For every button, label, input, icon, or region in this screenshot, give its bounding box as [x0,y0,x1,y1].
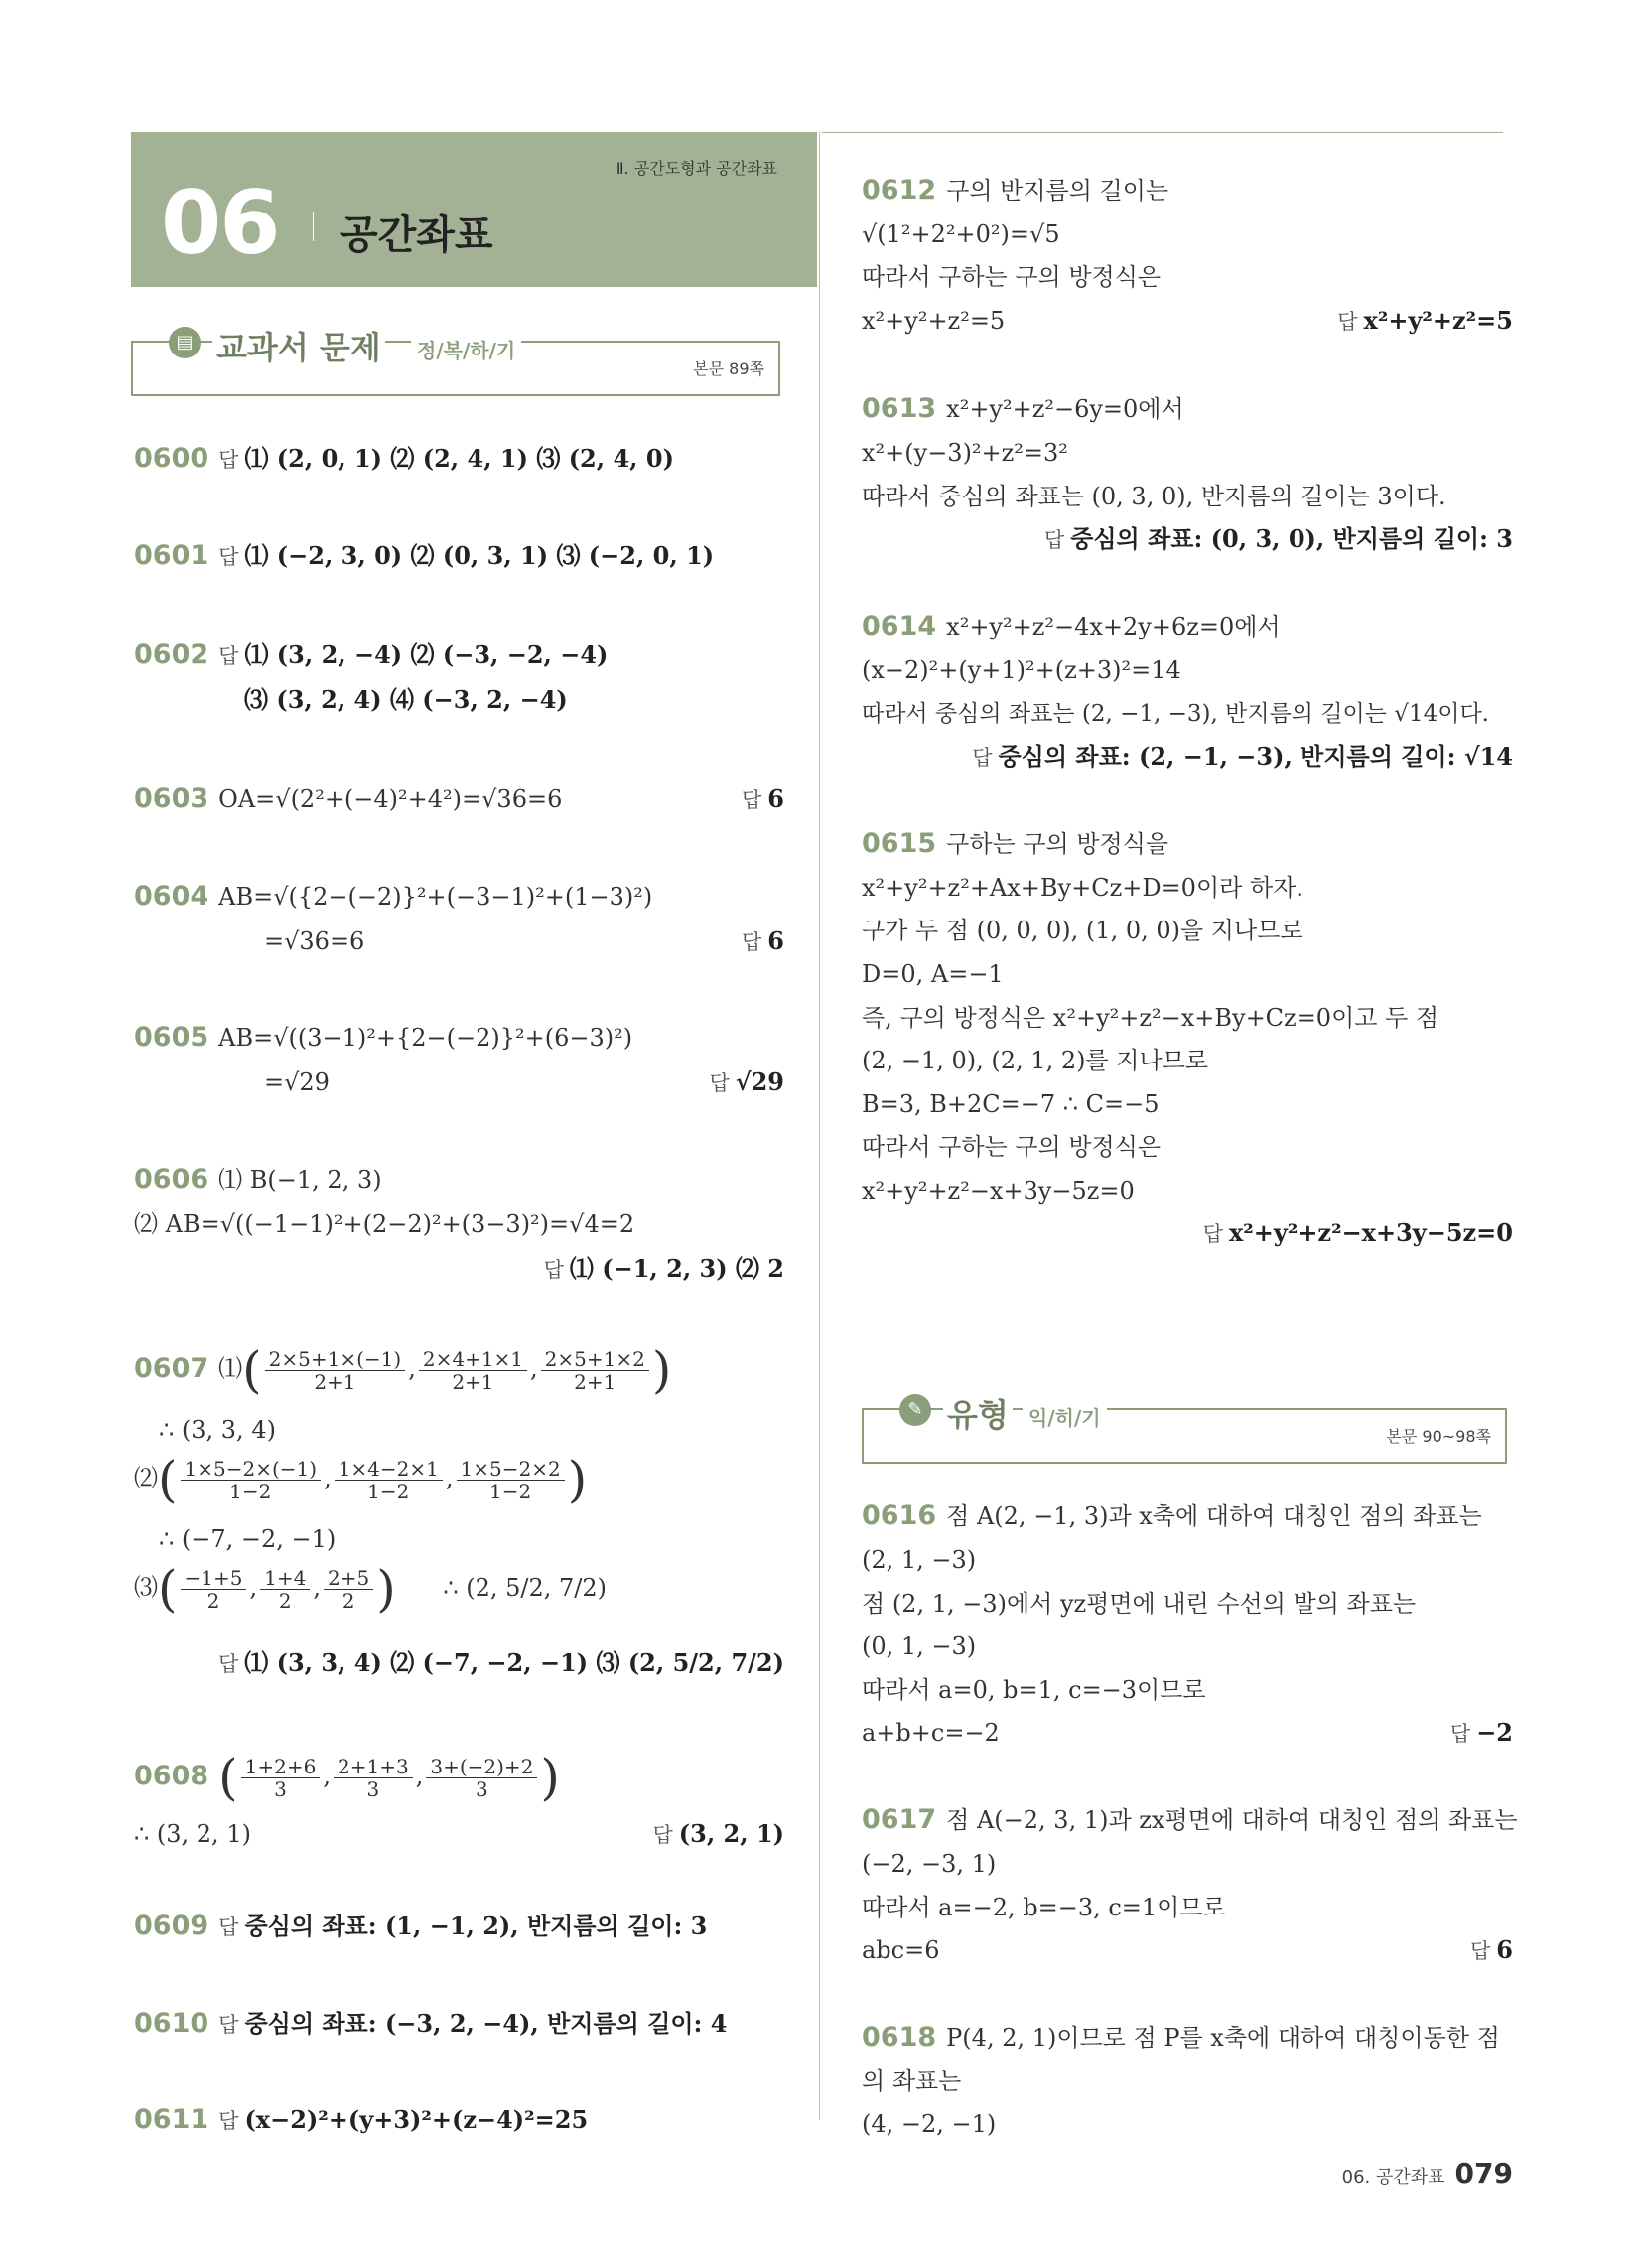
answer-mark: 답 [1337,310,1358,334]
answer-mark: 답 [1202,1222,1223,1246]
top-rule [822,132,1503,133]
problem-0607-part2: ⑵( $\frac{1\times 5-2\times(-1)}{1-2}$ , $\frac{1\times 4-2\times 1}{1-2}$ , $\frac{1\times 5-2\times 2}{1-2}$ ) [134,1451,588,1508]
chapter-number: 06 [161,172,279,274]
line: 따라서 구하는 구의 방정식은 [862,263,1162,291]
answer-0615 [1203,1218,1513,1249]
problem-number: 0615 [862,828,937,859]
denominator: 1−2 [367,1479,410,1503]
numerator: 1×5−2×(−1) [181,1458,322,1481]
answer-0607 [218,1648,784,1679]
line: (−2, −3, 1) [862,1850,997,1878]
answer-text: (x−2)²+(y+3)²+(z−4)²=25 [244,2105,589,2134]
denominator: 2+1 [574,1369,616,1394]
answer-text: 6 [1496,1935,1513,1964]
paren-open: ( [158,1560,178,1618]
numerator: 1+2+6 [241,1756,321,1778]
line: 따라서 a=0, b=1, c=−3이므로 [862,1676,1206,1704]
answer-mark: 답 [742,788,762,812]
answer-mark: 답 [218,448,239,472]
page-footer [1342,2157,1513,2190]
solution-text: x²+y²+z²−4x+2y+6z=0에서 [946,613,1281,640]
line: (2, −1, 0), (2, 1, 2)를 지나므로 [862,1047,1209,1074]
fraction [334,1756,413,1800]
fraction [426,1756,537,1800]
chapter-banner [131,132,817,287]
problem-0610 [134,2009,727,2040]
result-text: ∴ (2, 5/2, 7/2) [443,1573,608,1602]
answer-0605 [710,1067,784,1098]
problem-number: 0610 [134,2008,209,2039]
line: 따라서 중심의 좌표는 (2, −1, −3), 반지름의 길이는 √14이다. [862,701,1489,727]
problem-number: 0616 [862,1500,937,1531]
answer-0617 [1470,1935,1513,1966]
problem-number: 0614 [862,611,937,641]
fraction [241,1756,321,1800]
paren-close: ) [651,1342,672,1399]
numerator: 2+1+3 [334,1756,413,1778]
answer-mark: 답 [217,1652,239,1676]
column-divider [819,132,820,2120]
denominator: 2 [278,1588,292,1613]
solution-text: ⑴ B(−1, 2, 3) [218,1166,382,1194]
line: 따라서 구하는 구의 방정식은 [862,1133,1162,1161]
answer-mark: 답 [972,746,993,770]
problem-0604 [134,882,652,912]
problem-0611 [134,2105,588,2136]
item-mark: ⑴ [218,1354,243,1383]
answer-mark: 답 [218,2013,239,2037]
answer-0613 [1044,524,1513,555]
problem-number: 0608 [134,1760,209,1791]
denominator: 3 [476,1776,488,1801]
problem-0607-result2: ∴ (−7, −2, −1) [159,1525,337,1553]
answer-mark: 답 [543,1258,564,1282]
problem-0600 [134,444,674,475]
denominator: 3 [274,1776,287,1801]
denominator: 2+1 [314,1369,356,1394]
problem-0604-line2: =√36=6 [264,927,365,955]
problem-0608-result: ∴ (3, 2, 1) [134,1820,251,1848]
answer-text: ⑴ (3, 3, 4) ⑵ (−7, −2, −1) ⑶ (2, 5/2, 7/2) [244,1648,784,1677]
problem-0606-line2: ⑵ AB=√((−1−1)²+(2−2)²+(3−3)²)=√4=2 [134,1210,635,1238]
section-title: 교과서 문제 [212,323,385,368]
book-icon: ▤ [169,327,201,358]
problem-number: 0611 [134,2104,209,2135]
problem-number: 0607 [134,1352,209,1384]
problem-0617 [862,1805,1518,1835]
answer-text: 중심의 좌표: (1, −1, 2), 반지름의 길이: 3 [244,1912,708,1940]
item-mark: ⑶ [134,1573,158,1602]
problem-0618 [862,2023,1500,2053]
fraction [181,1458,322,1502]
answer-text: (3, 2, 1) [678,1819,784,1848]
answer-0616 [1450,1718,1513,1749]
answer-0604 [742,926,784,957]
solution-text: 구하는 구의 방정식을 [946,830,1169,858]
line: 의 좌표는 [862,2067,962,2095]
line: x²+(y−3)²+z²=3² [862,439,1068,467]
paren-open: ( [242,1342,262,1399]
numerator: 3+(−2)+2 [426,1756,537,1778]
pencil-note-icon: ✎ [899,1394,931,1426]
problem-0607-result1: ∴ (3, 3, 4) [159,1416,276,1444]
section-page-ref: 본문 90~98쪽 [1386,1427,1491,1446]
solution-text: 점 A(2, −1, 3)과 x축에 대하여 대칭인 점의 좌표는 [946,1502,1482,1530]
problem-0602 [134,640,608,671]
problem-number: 0618 [862,2022,937,2053]
problem-number: 0603 [134,783,209,814]
problem-number: 0602 [134,639,209,670]
section-header-textbook [131,329,780,396]
denominator: 1−2 [229,1479,272,1503]
numerator: 1×4−2×1 [335,1458,443,1481]
problem-0608: 0608 ( $\frac{1+2+6}{3}$ , $\frac{2+1+3}{3}$ , $\frac{3+(-2)+2}{3}$ ) [134,1749,560,1806]
problem-number: 0609 [134,1911,209,1941]
answer-mark: 답 [218,1915,239,1939]
fraction [181,1567,247,1612]
answer-mark: 답 [1470,1939,1491,1963]
line: abc=6 [862,1936,940,1964]
page-number: 079 [1454,2157,1513,2190]
section-subtitle: 정/복/하/기 [411,335,521,363]
fraction [260,1567,310,1612]
answer-text: 6 [767,784,784,813]
numerator: 2×4+1×1 [419,1348,527,1371]
denominator: 1−2 [488,1479,532,1503]
line: x²+y²+z²=5 [862,307,1006,335]
chapter-title: 공간좌표 [340,213,493,258]
denominator: 3 [366,1776,380,1801]
line: 점 (2, 1, −3)에서 yz평면에 내린 수선의 발의 좌표는 [862,1590,1417,1618]
answer-text: ⑴ (3, 2, −4) ⑵ (−3, −2, −4) [244,640,609,669]
line: x²+y²+z²+Ax+By+Cz+D=0이라 하자. [862,874,1303,902]
chapter-separator [313,212,314,241]
problem-0612 [862,176,1168,206]
problem-0607: 0607 ⑴( $\frac{2\times 5+1\times(-1)}{2+1}$ , $\frac{2\times 4+1\times 1}{2+1}$ , $\frac{2\times 5+1\times 2}{2+1}$ ) [134,1342,672,1399]
line: √(1²+2²+0²)=√5 [862,220,1060,248]
line: (x−2)²+(y+1)²+(z+3)²=14 [862,656,1181,684]
line: x²+y²+z²−x+3y−5z=0 [862,1177,1135,1205]
item-mark: ⑵ [134,1464,158,1492]
solution-text: x²+y²+z²−6y=0에서 [946,395,1184,423]
answer-text: ⑴ (2, 0, 1) ⑵ (2, 4, 1) ⑶ (2, 4, 0) [244,444,674,473]
answer-text: ⑴ (−1, 2, 3) ⑵ 2 [569,1254,784,1283]
problem-0601 [134,541,714,572]
answer-text: √29 [735,1067,784,1096]
denominator: 2 [342,1588,355,1613]
numerator: 1+4 [260,1567,310,1590]
answer-mark: 답 [1449,1722,1471,1746]
answer-text: −2 [1476,1718,1513,1747]
answer-text: x²+y²+z²−x+3y−5z=0 [1228,1218,1513,1247]
problem-0603 [134,784,562,814]
solution-text: AB=√({2−(−2)}²+(−3−1)²+(1−3)²) [218,883,653,911]
answer-0606 [544,1254,784,1285]
solution-text: P(4, 2, 1)이므로 점 P를 x축에 대하여 대칭이동한 점 [946,2024,1500,2052]
numerator: −1+5 [181,1567,247,1590]
denominator: 2 [206,1588,220,1613]
problem-0607-part3: ⑶( $\frac{-1+5}{2}$ , $\frac{1+4}{2}$ , $\frac{2+5}{2}$ ) ∴ (2, 5/2, 7/2) [134,1560,608,1618]
problem-number: 0613 [862,393,937,424]
problem-number: 0612 [862,175,937,206]
section-header-types [862,1396,1507,1464]
paren-close: ) [376,1560,396,1618]
answer-text: x²+y²+z²=5 [1363,306,1513,335]
denominator: 2+1 [452,1369,494,1394]
problem-0605-line2: =√29 [264,1068,330,1096]
answer-mark: 답 [652,1823,673,1847]
fraction [335,1458,443,1502]
solution-text: 구의 반지름의 길이는 [946,177,1169,205]
answer-0612 [1337,306,1513,337]
answer-mark: 답 [1043,528,1065,552]
line: B=3, B+2C=−7 ∴ C=−5 [862,1090,1160,1118]
solution-text: OA=√(2²+(−4)²+4²)=√36=6 [218,785,563,813]
answer-mark: 답 [218,644,239,668]
paren-open: ( [158,1451,178,1508]
answer-text: ⑴ (−2, 3, 0) ⑵ (0, 3, 1) ⑶ (−2, 0, 1) [244,541,715,570]
problem-0615 [862,829,1168,859]
solution-text: 점 A(−2, 3, 1)과 zx평면에 대하여 대칭인 점의 좌표는 [946,1806,1518,1834]
numerator: 2×5+1×(−1) [265,1348,406,1371]
problem-0613 [862,394,1184,424]
problem-0606 [134,1165,382,1195]
answer-text: 중심의 좌표: (0, 3, 0), 반지름의 길이: 3 [1070,524,1513,553]
answer-0614 [972,742,1513,773]
solution-text: AB=√((3−1)²+{2−(−2)}²+(6−3)²) [218,1024,633,1052]
problem-number: 0600 [134,443,209,474]
paren-open: ( [218,1749,238,1806]
problem-number: 0605 [134,1022,209,1053]
paren-close: ) [567,1451,588,1508]
section-page-ref: 본문 89쪽 [693,359,764,378]
numerator: 2+5 [324,1567,373,1590]
problem-0614 [862,612,1281,641]
fraction [541,1348,649,1393]
answer-mark: 답 [742,930,762,954]
line: 구가 두 점 (0, 0, 0), (1, 0, 0)을 지나므로 [862,917,1303,944]
problem-0609 [134,1912,707,1942]
fraction [324,1567,373,1612]
problem-0616 [862,1501,1482,1531]
answer-text: 중심의 좌표: (−3, 2, −4), 반지름의 길이: 4 [244,2009,728,2038]
line: (4, −2, −1) [862,2110,997,2138]
line: a+b+c=−2 [862,1719,1000,1747]
line: (2, 1, −3) [862,1546,977,1574]
problem-number: 0617 [862,1804,937,1835]
answer-text: 6 [767,926,784,955]
problem-number: 0606 [134,1164,209,1195]
chapter-breadcrumb: Ⅱ. 공간도형과 공간좌표 [616,159,777,178]
answer-mark: 답 [218,2109,239,2133]
section-title: 유형 [943,1390,1013,1436]
answer-0608 [652,1819,784,1850]
problem-number: 0604 [134,881,209,912]
fraction [265,1348,406,1393]
numerator: 2×5+1×2 [541,1348,649,1371]
numerator: 1×5−2×2 [457,1458,565,1481]
line: D=0, A=−1 [862,960,1004,988]
line: (0, 1, −3) [862,1632,977,1660]
footer-chapter: 06. 공간좌표 [1341,2167,1445,2188]
line: 따라서 a=−2, b=−3, c=1이므로 [862,1894,1226,1921]
fraction [457,1458,565,1502]
problem-number: 0601 [134,540,209,571]
problem-0605 [134,1023,632,1053]
answer-text: 중심의 좌표: (2, −1, −3), 반지름의 길이: √14 [998,742,1513,771]
line: 따라서 중심의 좌표는 (0, 3, 0), 반지름의 길이는 3이다. [862,483,1446,510]
paren-close: ) [540,1749,560,1806]
problem-0602-line2: ⑶ (3, 2, 4) ⑷ (−3, 2, −4) [244,685,568,714]
answer-mark: 답 [709,1071,730,1095]
answer-0603 [742,784,784,815]
line: 즉, 구의 방정식은 x²+y²+z²−x+By+Cz=0이고 두 점 [862,1004,1439,1032]
fraction [419,1348,527,1393]
section-subtitle: 익/히/기 [1023,1402,1107,1431]
answer-mark: 답 [218,545,239,569]
